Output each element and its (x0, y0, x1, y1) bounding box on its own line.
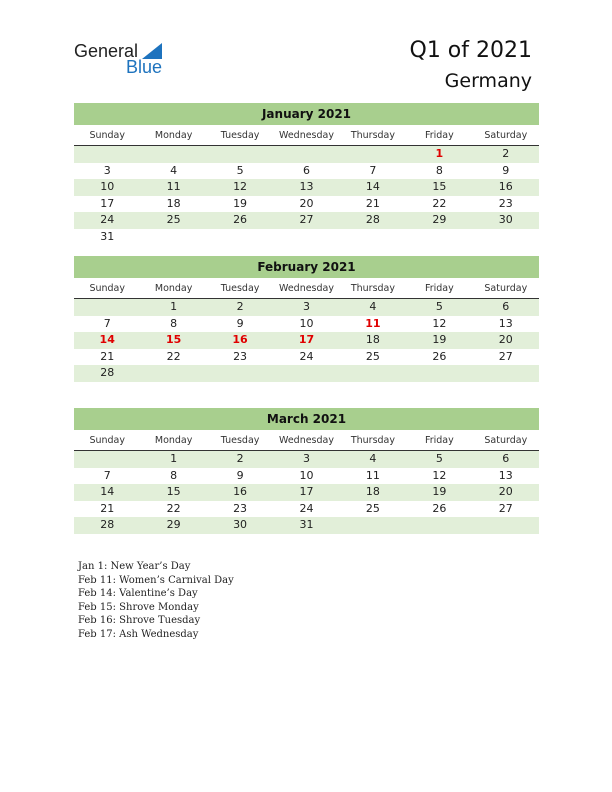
page-title: Q1 of 2021 (409, 38, 532, 63)
day-cell: 8 (170, 316, 178, 330)
day-cell: 24 (100, 213, 115, 226)
day-cell (273, 229, 339, 246)
day-cell (406, 229, 472, 246)
day-cell: 23 (498, 196, 513, 210)
week-row (74, 484, 539, 501)
day-cell: 5 (236, 163, 244, 177)
day-cell (340, 146, 406, 163)
week-row (74, 316, 539, 333)
day-cell: 25 (365, 349, 380, 363)
day-cell (340, 365, 406, 382)
day-cell: 28 (100, 518, 115, 531)
day-cell (473, 229, 539, 246)
day-cell: 23 (233, 501, 248, 515)
day-cell (340, 229, 406, 246)
day-cell: 1 (170, 452, 178, 465)
weekday-label: Saturday (484, 283, 528, 294)
day-cell: 27 (498, 501, 513, 515)
day-cell (140, 365, 206, 382)
day-cell: 3 (302, 300, 310, 313)
day-cell: 4 (369, 300, 377, 313)
day-cell (74, 299, 140, 316)
day-cell: 26 (432, 501, 447, 515)
day-cell: 11 (365, 468, 380, 482)
logo-general-text: General (74, 41, 139, 61)
day-cell (207, 365, 273, 382)
day-cell: 27 (299, 213, 314, 226)
holiday-item: Feb 11: Women’s Carnival Day (78, 574, 234, 586)
weekday-label: Sunday (89, 283, 125, 294)
day-cell: 20 (299, 196, 314, 210)
week-row (74, 163, 539, 180)
day-cell (273, 146, 339, 163)
week-row (74, 196, 539, 213)
day-cell: 6 (502, 452, 510, 465)
day-cell: 18 (166, 196, 181, 210)
month-block (74, 103, 539, 245)
day-cell (473, 517, 539, 534)
day-cell: 11 (166, 180, 181, 193)
day-cell: 20 (498, 485, 513, 498)
month-title: January 2021 (74, 103, 539, 125)
weekday-label: Monday (154, 283, 193, 294)
weekday-label: Friday (424, 435, 454, 446)
country-name: Germany (444, 70, 532, 92)
day-cell: 22 (166, 501, 181, 515)
day-cell: 3 (302, 452, 310, 465)
day-cell: 4 (369, 452, 377, 465)
week-row (74, 349, 539, 366)
day-cell: 6 (302, 163, 310, 177)
day-cell (340, 517, 406, 534)
day-cell (140, 229, 206, 246)
day-cell: 14 (99, 333, 115, 346)
weekday-label: Wednesday (278, 283, 334, 294)
day-cell: 26 (432, 349, 447, 363)
day-cell: 1 (170, 300, 178, 313)
day-cell: 21 (365, 196, 380, 210)
day-cell: 14 (100, 485, 115, 498)
weekday-label: Thursday (350, 283, 396, 294)
day-cell: 19 (432, 333, 447, 346)
day-cell (140, 146, 206, 163)
weekday-label: Wednesday (278, 130, 334, 141)
day-cell: 13 (498, 468, 513, 482)
day-cell: 25 (365, 501, 380, 515)
day-cell (406, 517, 472, 534)
day-cell (74, 146, 140, 163)
day-cell: 27 (498, 349, 513, 363)
weekday-header-row (74, 432, 539, 451)
day-cell: 9 (502, 163, 510, 177)
day-cell: 19 (432, 485, 447, 498)
holiday-item: Jan 1: New Year’s Day (78, 561, 191, 572)
day-cell: 5 (435, 452, 443, 465)
holiday-item: Feb 17: Ash Wednesday (78, 628, 199, 640)
week-row (74, 229, 539, 246)
weekday-header-row (74, 280, 539, 299)
logo-triangle-icon (142, 43, 162, 59)
day-cell: 13 (299, 180, 314, 193)
day-cell: 9 (236, 468, 244, 482)
weekday-label: Monday (154, 130, 193, 141)
day-cell: 28 (100, 366, 115, 379)
day-cell: 28 (365, 213, 380, 226)
day-cell: 10 (100, 180, 115, 193)
generalblue-logo (74, 41, 163, 77)
day-cell: 6 (502, 300, 510, 313)
week-row (74, 517, 539, 534)
weekday-label: Monday (154, 435, 193, 446)
day-cell: 20 (498, 333, 513, 346)
day-cell: 10 (299, 316, 314, 330)
day-cell: 30 (498, 213, 513, 226)
weekday-label: Wednesday (278, 435, 334, 446)
weekday-label: Sunday (89, 130, 125, 141)
day-cell: 3 (103, 163, 111, 177)
day-cell: 22 (166, 349, 181, 363)
day-cell: 31 (299, 518, 314, 531)
weekday-label: Tuesday (220, 283, 260, 294)
week-row (74, 365, 539, 382)
day-cell (273, 365, 339, 382)
day-cell: 7 (103, 468, 111, 482)
weekday-header-row (74, 127, 539, 146)
day-cell: 24 (299, 501, 314, 515)
weekday-label: Tuesday (220, 435, 260, 446)
day-cell: 12 (432, 316, 447, 330)
weekday-label: Tuesday (220, 130, 260, 141)
day-cell: 8 (170, 468, 178, 482)
day-cell (473, 365, 539, 382)
day-cell: 15 (166, 485, 181, 498)
logo-blue-text: Blue (126, 57, 163, 77)
day-cell: 7 (369, 163, 377, 177)
day-cell: 2 (502, 147, 510, 160)
day-cell: 13 (498, 316, 513, 330)
day-cell: 14 (365, 180, 380, 193)
month-block (74, 256, 539, 382)
weekday-label: Thursday (350, 435, 396, 446)
day-cell: 29 (166, 518, 181, 531)
week-row (74, 299, 539, 316)
day-cell: 5 (435, 300, 443, 313)
day-cell: 23 (233, 349, 248, 363)
day-cell: 1 (435, 147, 444, 160)
weekday-label: Thursday (350, 130, 396, 141)
month-title: February 2021 (74, 256, 539, 278)
weekday-label: Sunday (89, 435, 125, 446)
weekday-label: Friday (424, 130, 454, 141)
day-cell: 17 (298, 333, 315, 346)
day-cell: 21 (100, 501, 115, 515)
weekday-label: Saturday (484, 435, 528, 446)
holiday-item: Feb 15: Shrove Monday (78, 601, 199, 613)
day-cell: 15 (165, 333, 182, 346)
day-cell (207, 146, 273, 163)
day-cell: 4 (170, 163, 178, 177)
day-cell: 17 (100, 196, 115, 210)
day-cell: 9 (236, 316, 244, 330)
day-cell: 2 (236, 300, 244, 313)
day-cell: 18 (365, 333, 380, 346)
day-cell: 15 (432, 180, 447, 193)
day-cell: 31 (100, 229, 115, 243)
day-cell: 19 (233, 196, 248, 210)
day-cell: 7 (103, 316, 111, 330)
day-cell: 11 (365, 316, 381, 330)
day-cell: 17 (299, 485, 314, 498)
weekday-label: Saturday (484, 130, 528, 141)
day-cell: 2 (236, 452, 244, 465)
day-cell: 29 (432, 213, 447, 226)
day-cell (406, 365, 472, 382)
day-cell: 25 (166, 213, 181, 226)
week-row (74, 146, 539, 163)
week-row (74, 212, 539, 229)
month-block (74, 408, 539, 534)
day-cell: 16 (498, 180, 513, 193)
holiday-item: Feb 16: Shrove Tuesday (78, 615, 201, 627)
day-cell: 26 (233, 213, 248, 226)
week-row (74, 332, 539, 349)
holiday-list (78, 560, 234, 642)
day-cell (207, 229, 273, 246)
day-cell: 12 (432, 468, 447, 482)
month-title: March 2021 (74, 408, 539, 430)
week-row (74, 179, 539, 196)
day-cell: 8 (435, 163, 443, 177)
day-cell: 16 (233, 485, 248, 498)
day-cell: 21 (100, 349, 115, 363)
day-cell: 18 (365, 485, 380, 498)
week-row (74, 468, 539, 485)
week-row (74, 501, 539, 518)
week-row (74, 451, 539, 468)
holiday-item: Feb 14: Valentine’s Day (78, 588, 198, 600)
day-cell: 10 (299, 468, 314, 482)
day-cell: 12 (233, 180, 248, 193)
day-cell: 30 (233, 518, 248, 531)
weekday-label: Friday (424, 283, 454, 294)
day-cell: 16 (232, 333, 248, 346)
day-cell: 24 (299, 349, 314, 363)
day-cell: 22 (432, 196, 447, 210)
day-cell (74, 451, 140, 468)
